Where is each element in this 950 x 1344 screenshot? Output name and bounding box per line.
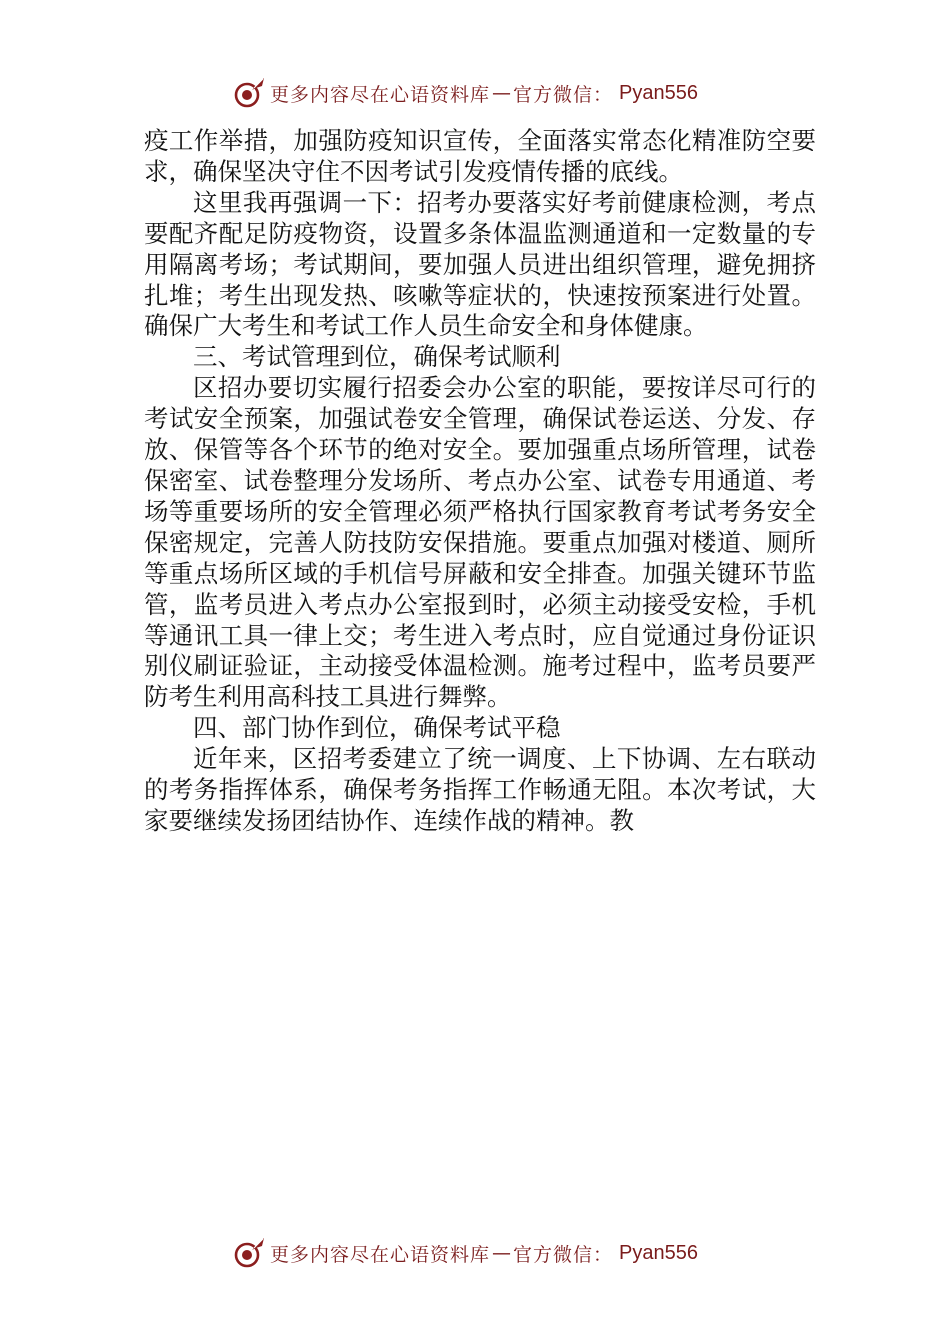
banner-dash: —: [492, 1242, 512, 1264]
banner-dash: —: [492, 82, 512, 104]
banner-wechat-label: 官方微信：: [513, 83, 614, 106]
document-body: [144, 126, 816, 837]
banner-wechat-id: Pyan556: [619, 81, 698, 104]
section-heading: 四、部门协作到位，确保考试平稳: [193, 713, 561, 743]
quill-logo-icon: [232, 76, 266, 110]
paragraph: 疫工作举措，加强防疫知识宣传，全面落实常态化精准防空要求，确保坚决守住不因考试引发疫情传播的底线。: [144, 126, 816, 186]
paragraph: 区招办要切实履行招委会办公室的职能，要按详尽可行的考试安全预案，加强试卷安全管理，确保试卷运送、分发、存放、保管等各个环节的绝对安全。要加强重点场所管理，试卷保密室、试卷整理分发场所、考点办公室、试卷专用通道、考场等重要场所的安全管理必须严格执行国家教育考试考务安全保密规定，完善人防技防安保措施。要重点加强对楼道、厕所等重点场所区域的手机信号屏蔽和安全排查。加强关键环节监管，监考员进入考点办公室报到时，必须主动接受安检，手机等通讯工具一律上交；考生进入考点时，应自觉通过身份证识别仪刷证验证，主动接受体温检测。施考过程中，监考员要严防考生利用高科技工具进行舞弊。: [144, 373, 816, 712]
quill-logo-icon: [232, 1236, 266, 1270]
section-heading: 三、考试管理到位，确保考试顺利: [193, 342, 561, 372]
banner-wechat-label: 官方微信：: [513, 1243, 614, 1266]
banner-wechat-id: Pyan556: [619, 1241, 698, 1264]
footer-banner: [232, 1233, 698, 1273]
banner-brand-text: 更多内容尽在心语资料库: [270, 83, 491, 106]
paragraph: 近年来，区招考委建立了统一调度、上下协调、左右联动的考务指挥体系，确保考务指挥工作畅通无阻。本次考试，大家要继续发扬团结协作、连续作战的精神。教: [144, 744, 816, 835]
header-banner: [232, 73, 698, 113]
banner-brand-text: 更多内容尽在心语资料库: [270, 1243, 491, 1266]
paragraph: 这里我再强调一下：招考办要落实好考前健康检测，考点要配齐配足防疫物资，设置多条体温监测通道和一定数量的专用隔离考场；考试期间，要加强人员进出组织管理，避免拥挤扎堆；考生出现发热、咳嗽等症状的，快速按预案进行处置。确保广大考生和考试工作人员生命安全和身体健康。: [144, 187, 816, 341]
